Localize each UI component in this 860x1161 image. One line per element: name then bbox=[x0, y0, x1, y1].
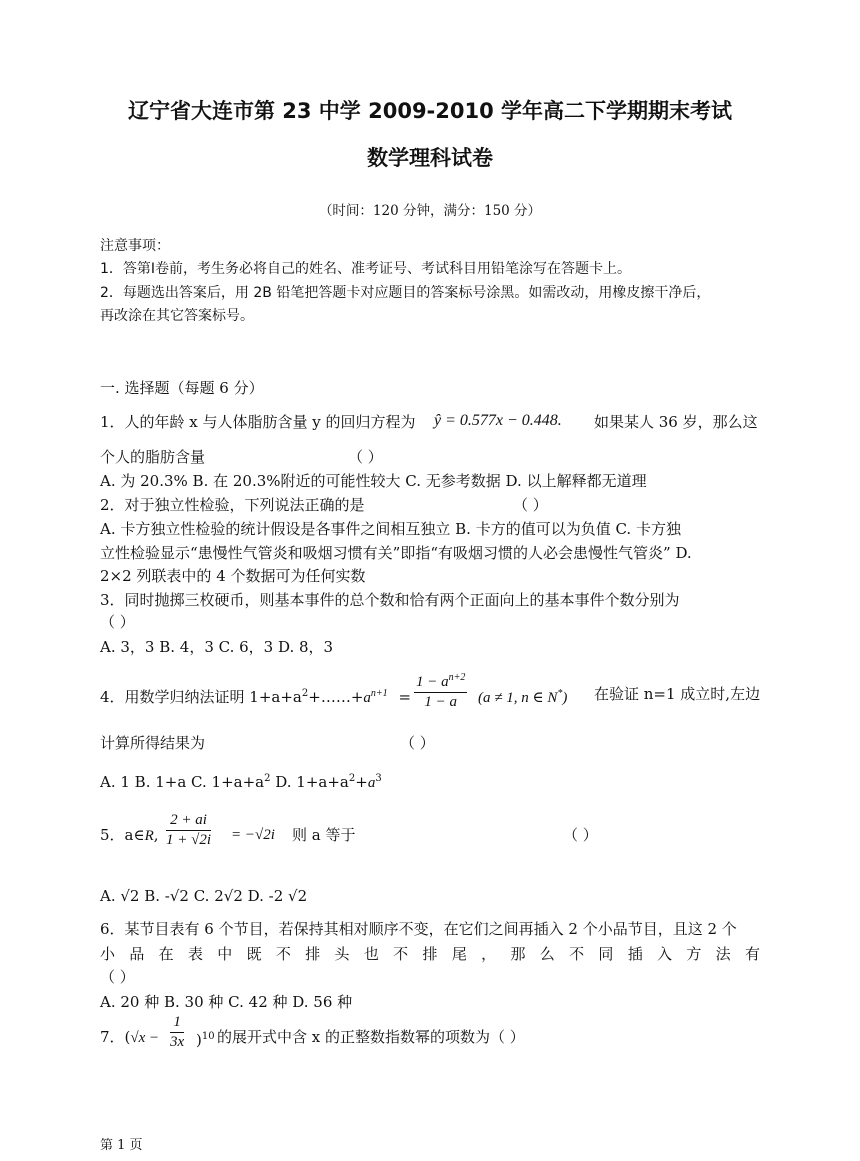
q7-suffix: 的展开式中含 x 的正整数指数幂的项数为（ ） bbox=[217, 1028, 525, 1046]
q3-text-1: 3．同时抛掷三枚硬币，则基本事件的总个数和恰有两个正面向上的基本事件个数分别为 bbox=[100, 591, 680, 609]
q4-options: A. 1 B. 1+a C. $1+a+a^2$ D. $1+a+a^2+a^3$ bbox=[100, 773, 382, 791]
section-heading: 一. 选择题（每题 6 分） bbox=[100, 379, 264, 397]
q4-condition: (a ≠ 1, n ∈ N*) bbox=[478, 688, 568, 706]
q3-answer-paren: （ ） bbox=[100, 613, 135, 631]
notes-heading: 注意事项： bbox=[100, 238, 170, 254]
q6-options: A. 20 种 B. 30 种 C. 42 种 D. 56 种 bbox=[100, 993, 353, 1011]
q2-text-1: 2．对于独立性检验，下列说法正确的是 bbox=[100, 496, 365, 514]
q4-frac-num-exp: n+2 bbox=[448, 672, 466, 683]
q6-answer-paren: （ ） bbox=[100, 968, 135, 986]
notes-item-2: 2．每题选出答案后，用 2B 铅笔把答题卡对应题目的答案标号涂黑。如需改动，用橡皮擦干净后， bbox=[100, 285, 711, 301]
q7-exponent: 10 bbox=[201, 1031, 215, 1042]
q1-text-b: 如果某人 36 岁，那么这 bbox=[594, 413, 758, 431]
q6-text-1: 6．某节目表有 6 个节目，若保持其相对顺序不变，在它们之间再插入 2 个小品节目，且这 2 个 bbox=[100, 920, 737, 938]
notes-item-2-cont: 再改涂在其它答案标号。 bbox=[100, 308, 254, 324]
exam-subtitle: 数学理科试卷 bbox=[367, 146, 493, 170]
q5-answer-paren: （ ） bbox=[563, 826, 598, 844]
q1-text-a: 1．人的年龄 x 与人体脂肪含量 y 的回归方程为 bbox=[100, 413, 416, 431]
q3-options: A. 3，3 B. 4，3 C. 6，3 D. 8，3 bbox=[100, 638, 334, 656]
q4-fraction bbox=[414, 672, 467, 711]
q4-sum: +……+ bbox=[308, 688, 364, 706]
q2-text-4: 2×2 列联表中的 4 个数据可为任何实数 bbox=[100, 567, 366, 585]
q2-answer-paren: （ ） bbox=[513, 496, 548, 514]
q7-frac-den: 3x bbox=[170, 1034, 185, 1050]
q5-frac-num: 2 + ai bbox=[166, 812, 211, 831]
q6-text-2: 小 品 在 表 中 既 不 排 头 也 不 排 尾 ， 那 么 不 同 插 入 方 法 有 bbox=[100, 945, 760, 963]
q4-frac-den: 1 − a bbox=[424, 694, 457, 710]
q5-prefix: 5．a∈R, bbox=[100, 826, 159, 844]
q4-answer-paren: （ ） bbox=[400, 734, 435, 752]
q7-fraction bbox=[170, 1014, 184, 1051]
q4-frac-num: 1 − a bbox=[416, 674, 449, 690]
exam-time-info: （时间：120 分钟，满分：150 分） bbox=[318, 203, 542, 219]
q5-suffix: 则 a 等于 bbox=[292, 826, 356, 844]
q4-text-c: 在验证 n=1 成立时,左边 bbox=[594, 685, 761, 703]
q7-frac-num: 1 bbox=[170, 1014, 184, 1033]
page-number: 第 1 页 bbox=[100, 1138, 143, 1153]
q4-prefix: 4．用数学归纳法证明 1+a+a bbox=[100, 688, 302, 706]
q1-answer-paren: （ ） bbox=[348, 448, 383, 466]
exam-title: 辽宁省大连市第 23 中学 2009-2010 学年高二下学期期末考试 bbox=[127, 99, 733, 123]
q1-formula: ŷ = 0.577x − 0.448. bbox=[434, 412, 562, 429]
q5-options: A. √2 B. -√2 C. 2√2 D. -2 √2 bbox=[100, 887, 308, 905]
q2-text-3: 立性检验显示“患慢性气管炎和吸烟习惯有关”即指“有吸烟习惯的人必会患慢性气管炎” D. bbox=[100, 544, 692, 562]
notes-item-1: 1．答第Ⅰ卷前，考生务必将自己的姓名、准考证号、考试科目用铅笔涂写在答题卡上。 bbox=[100, 261, 632, 277]
q7-prefix: 7．(√x − bbox=[100, 1028, 160, 1046]
q4-text-a: 4．用数学归纳法证明 $1+a+a^2+\dots\dots+a^{n+1}$ = bbox=[100, 688, 412, 706]
q1-options: A. 为 20.3% B. 在 20.3%附近的可能性较大 C. 无参考数据 D. 以上解释都无道理 bbox=[100, 472, 647, 490]
q4-text-2: 计算所得结果为 bbox=[100, 734, 206, 752]
q2-text-2: A. 卡方独立性检验的统计假设是各事件之间相互独立 B. 卡方的值可以为负值 C. 卡方独 bbox=[100, 520, 681, 538]
q1-text-2: 个人的脂肪含量 bbox=[100, 448, 206, 466]
q7-close: )$^{10}$ bbox=[196, 1031, 215, 1049]
q5-rhs: = −√2i bbox=[231, 827, 275, 843]
q5-fraction bbox=[166, 812, 211, 849]
q5-frac-den: 1 + √2i bbox=[166, 832, 212, 848]
